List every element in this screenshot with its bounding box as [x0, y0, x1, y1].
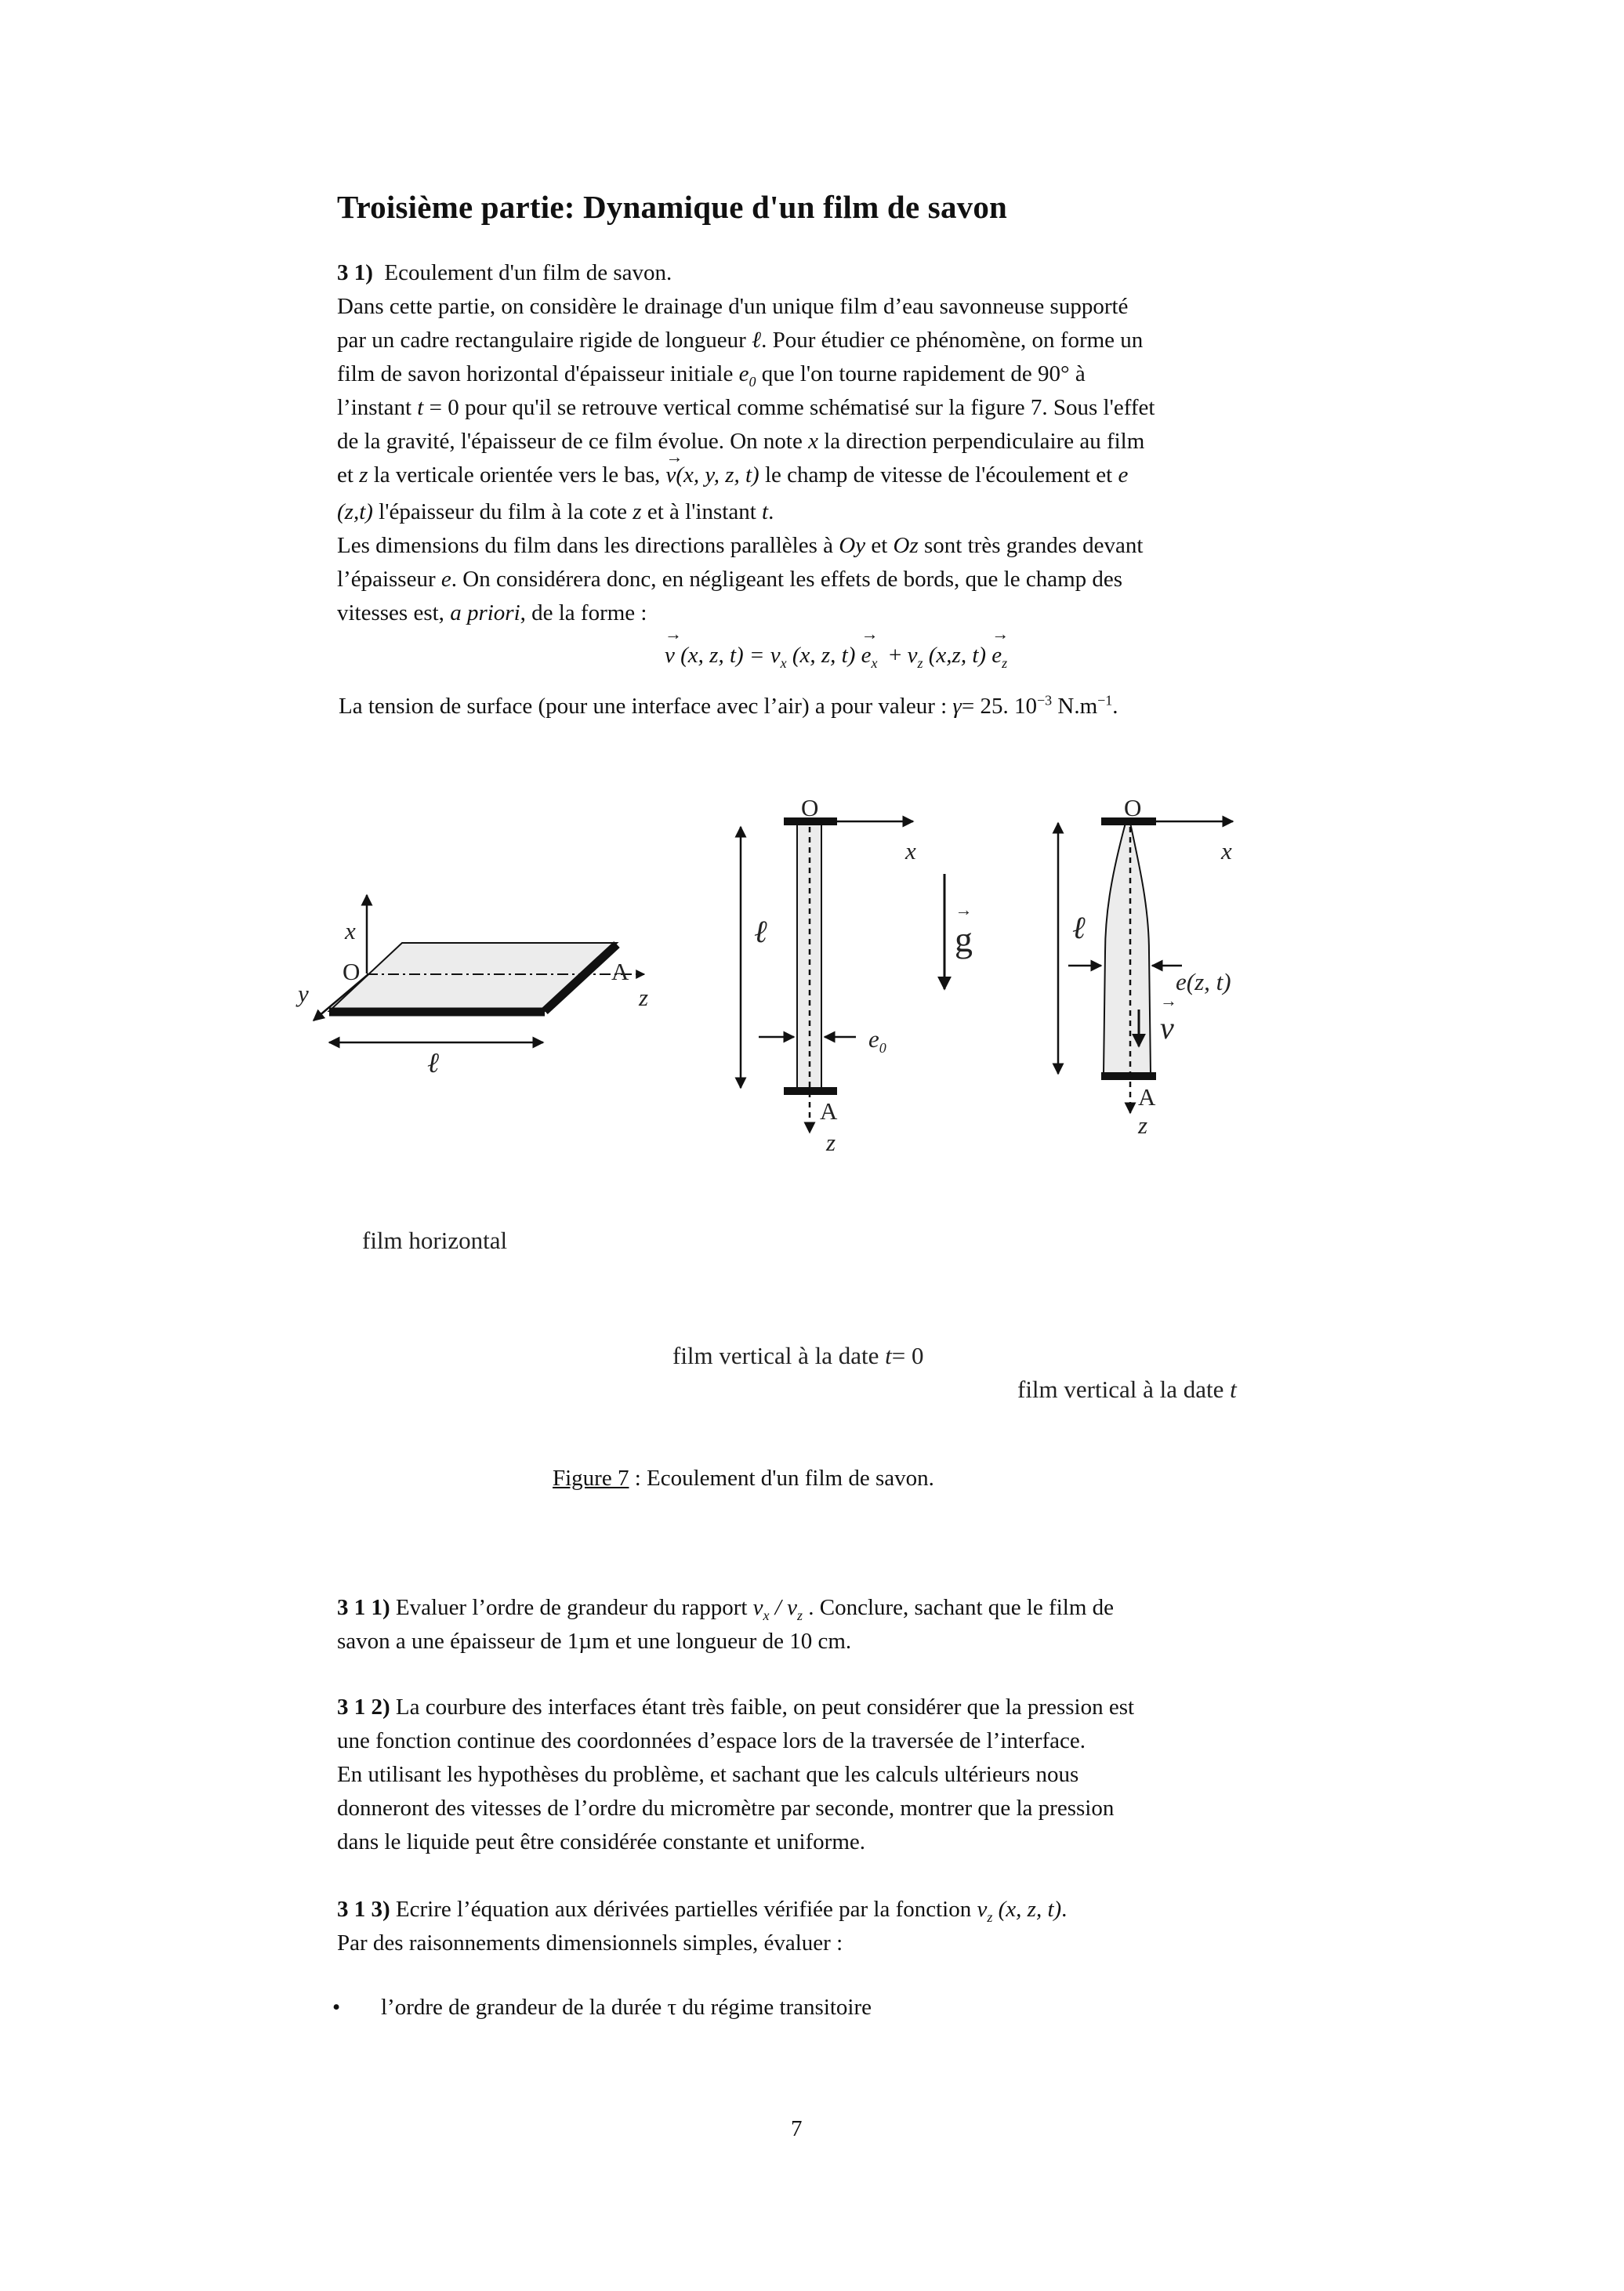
page-title: Troisième partie: Dynamique d'un film de savon	[337, 189, 1008, 225]
section-heading-text: Ecoulement d'un film de savon.	[384, 260, 672, 285]
question-number: 3 1 3)	[337, 1897, 390, 1922]
subscript: x	[780, 654, 787, 671]
subscript: z	[917, 654, 923, 671]
text: (x, z, t)	[786, 643, 861, 668]
axis-label-y: y	[298, 980, 309, 1007]
text: vitesses est,	[337, 600, 451, 625]
text: La tension de surface (pour une interface avec l’air) a pour valeur :	[339, 694, 953, 719]
symbol-vz: v	[787, 1595, 797, 1620]
text: par un cadre rectangulaire rigide de longueur	[337, 328, 752, 353]
text: la verticale orientée vers le bas,	[368, 462, 666, 488]
axis-label-z: z	[1138, 1111, 1148, 1139]
bullet-icon: •	[332, 1995, 341, 2020]
unit-vector-ez: → e	[991, 643, 1002, 669]
text: et	[337, 462, 360, 488]
symbol-vz: v	[977, 1897, 988, 1922]
text: la direction perpendiculaire au film	[818, 429, 1145, 454]
symbol-ell: ℓ	[752, 328, 762, 353]
figure-subcaption-vertical-t	[1017, 1376, 1237, 1404]
vertical-film-t-drawing	[1058, 821, 1233, 1113]
axis-label-z: z	[826, 1129, 836, 1156]
exponent: −1	[1097, 692, 1113, 709]
point-label-a: A	[1138, 1083, 1156, 1111]
text-italic: a priori	[450, 600, 520, 625]
figure-caption-label: Figure 7	[553, 1466, 629, 1491]
symbol-e: e	[440, 567, 451, 592]
symbol-t: t	[417, 395, 424, 420]
para-line	[337, 1792, 1368, 1825]
subscript: x	[871, 654, 878, 671]
text: le champ de vitesse de l'écoulement et	[759, 462, 1118, 488]
symbol-vx: v	[752, 1595, 763, 1620]
symbol-z: z	[359, 462, 368, 488]
axis-label-x: x	[905, 837, 916, 865]
text: savon a une épaisseur de 1µm et une longueur de 10 cm.	[337, 1629, 852, 1654]
bullet-text: l’ordre de grandeur de la durée τ du régime transitoire	[381, 1995, 872, 2020]
text: N.m	[1052, 694, 1098, 719]
gravity-vector-label: → g	[955, 919, 973, 960]
text: l'épaisseur du film à la cote	[372, 499, 633, 524]
horizontal-film-drawing	[314, 895, 644, 1042]
text: +	[877, 643, 908, 668]
text: que l'on tourne rapidement de 90° à	[756, 361, 1086, 386]
para-line	[337, 1691, 1368, 1724]
symbol-t: t	[885, 1342, 892, 1369]
axis-oy: Oy	[839, 533, 866, 558]
text: Les dimensions du film dans les directions parallèles à	[337, 533, 839, 558]
text: En utilisant les hypothèses du problème, et sachant que les calculs ultérieurs nous	[337, 1762, 1079, 1787]
question-3-1-1	[337, 1591, 1368, 1658]
vertical-film-t0-drawing	[741, 821, 944, 1133]
subscript: z	[987, 1909, 993, 1925]
text: Ecrire l’équation aux dérivées partielles vérifiée par la fonction	[390, 1897, 977, 1922]
symbol-e: e	[868, 1025, 879, 1053]
text: .	[1061, 1897, 1068, 1922]
text: .	[768, 499, 774, 524]
text: film vertical à la date	[1017, 1376, 1231, 1403]
text: l’instant	[337, 395, 418, 420]
text: (x, y, z, t)	[676, 462, 759, 488]
axis-oz: Oz	[893, 533, 919, 558]
text: La courbure des interfaces étant très faible, on peut considérer que la pression est	[390, 1695, 1135, 1720]
text: /	[769, 1595, 788, 1620]
velocity-vector-label: → v	[1160, 1010, 1174, 1046]
axis-label-x: x	[345, 917, 356, 944]
thickness-label-e0	[868, 1025, 886, 1057]
figure-subcaption-horizontal: film horizontal	[362, 1227, 508, 1254]
text: , de la forme :	[520, 600, 647, 625]
text: = 0 pour qu'il se retrouve vertical comme schématisé sur la figure 7. Sous l'effet	[423, 395, 1155, 420]
axis-label-z: z	[639, 984, 649, 1011]
point-label-a: A	[820, 1097, 838, 1125]
text: (x, z, t) =	[674, 643, 770, 668]
figure-caption-text: : Ecoulement d'un film de savon.	[629, 1466, 934, 1491]
text: .	[1112, 694, 1118, 719]
figure-caption	[553, 1466, 934, 1492]
text: et à l'instant	[641, 499, 763, 524]
text: (x,z, t)	[923, 643, 992, 668]
text: de la gravité, l'épaisseur de ce film évolue. On note	[337, 429, 809, 454]
symbol-gamma: γ	[952, 694, 962, 719]
question-number: 3 1 1)	[337, 1595, 390, 1620]
para-line	[337, 1758, 1368, 1792]
symbol-t: t	[762, 499, 769, 524]
text: sont très grandes devant	[918, 533, 1144, 558]
page-number: 7	[791, 2116, 803, 2141]
para-line	[337, 1893, 1368, 1927]
text: . Conclure, sachant que le film de	[803, 1595, 1115, 1620]
symbol-x: x	[808, 429, 818, 454]
text: = 0	[891, 1342, 924, 1369]
text: film vertical à la date	[672, 1342, 886, 1369]
question-3-1-3	[337, 1893, 1368, 1960]
question-number: 3 1 2)	[337, 1695, 390, 1720]
text: . On considérera donc, en négligeant les effets de bords, que le champ des	[451, 567, 1123, 592]
subscript: 0	[749, 373, 756, 390]
para-line	[337, 1625, 1368, 1658]
point-label-o: O	[343, 958, 361, 985]
vector-v: → v	[665, 643, 675, 669]
text: (x, z, t)	[992, 1897, 1062, 1922]
text: donneront des vitesses de l’ordre du micromètre par seconde, montrer que la pression	[337, 1796, 1115, 1821]
symbol-vz: v	[907, 643, 918, 668]
subscript: z	[1002, 654, 1008, 671]
para-line	[337, 1591, 1368, 1625]
text: (z,t)	[337, 499, 373, 524]
text: = 25. 10	[961, 694, 1037, 719]
length-label-ell: ℓ	[754, 914, 767, 949]
para-line	[337, 1927, 1368, 1960]
symbol-t: t	[1230, 1376, 1237, 1403]
question-3-1-2	[337, 1691, 1368, 1859]
text: une fonction continue des coordonnées d’espace lors de la traversée de l’interface.	[337, 1728, 1086, 1753]
vector-v: → v	[666, 459, 676, 492]
point-label-o: O	[1124, 794, 1142, 821]
length-label-ell: ℓ	[427, 1047, 439, 1078]
subscript: z	[796, 1607, 803, 1623]
symbol-vx: v	[770, 643, 781, 668]
text: Evaluer l’ordre de grandeur du rapport	[390, 1595, 753, 1620]
thickness-label-e-z-t: e(z, t)	[1176, 968, 1231, 995]
exponent: −3	[1036, 692, 1053, 709]
section-number: 3 1)	[337, 260, 373, 285]
axis-label-x: x	[1221, 837, 1232, 865]
text: Par des raisonnements dimensionnels simples, évaluer :	[337, 1930, 843, 1956]
point-label-o: O	[801, 794, 819, 821]
para-line	[337, 1724, 1368, 1758]
length-label-ell: ℓ	[1072, 910, 1086, 945]
point-label-a: A	[611, 958, 629, 985]
text: . Pour étudier ce phénomène, on forme un	[761, 328, 1144, 353]
para-line	[337, 1825, 1368, 1859]
text: Dans cette partie, on considère le drainage d'un unique film d’eau savonneuse supporté	[337, 294, 1129, 319]
symbol-e: e	[738, 361, 749, 386]
subscript: x	[763, 1607, 770, 1623]
subscript: 0	[879, 1040, 886, 1057]
text: dans le liquide peut être considérée constante et uniforme.	[337, 1829, 865, 1854]
text: et	[865, 533, 894, 558]
text: film de savon horizontal d'épaisseur initiale	[337, 361, 739, 386]
bullet-list-item	[329, 1995, 872, 2021]
text: l’épaisseur	[337, 567, 441, 592]
unit-vector-ex: → e	[861, 643, 872, 669]
figure-subcaption-vertical-t0	[672, 1342, 923, 1370]
symbol-e: e	[1118, 462, 1129, 488]
symbol-z: z	[633, 499, 642, 524]
